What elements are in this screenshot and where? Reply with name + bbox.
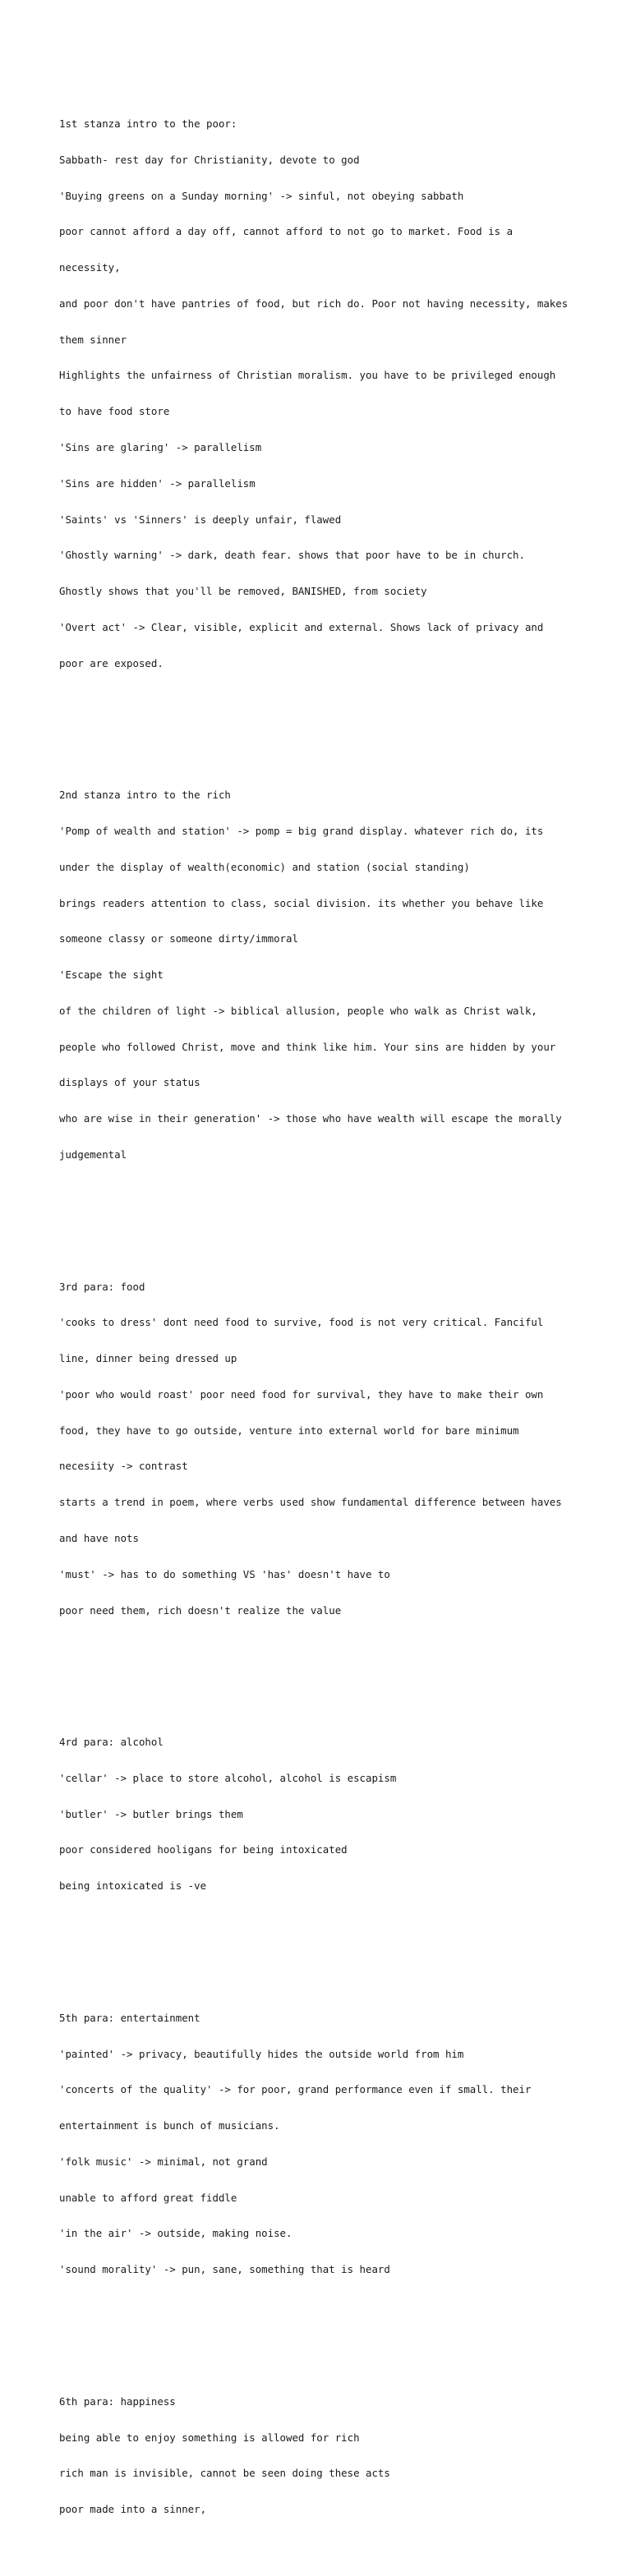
text-line: 3rd para: food: [59, 1280, 145, 1293]
text-line: 'Buying greens on a Sunday morning' -> sinful, not obeying sabbath: [59, 189, 464, 202]
text-line: 'concerts of the quality' -> for poor, grand performance even if small. their: [59, 2083, 532, 2096]
paragraph-gap: [59, 1940, 577, 1953]
section-3-food: [59, 1257, 577, 1640]
text-line: people who followed Christ, move and think like him. Your sins are hidden by your: [59, 1040, 556, 1053]
text-line: 'folk music' -> minimal, not grand: [59, 2155, 268, 2168]
paragraph-gap: [59, 2324, 577, 2336]
text-line: and poor don't have pantries of food, but rich do. Poor not having necessity, makes: [59, 297, 569, 310]
text-line: 'poor who would roast' poor need food for survival, they have to make their own: [59, 1387, 544, 1401]
text-line: 5th para: entertainment: [59, 2011, 200, 2024]
paragraph-gap: [59, 1665, 577, 1677]
text-line: and have nots: [59, 1532, 139, 1545]
text-line: them sinner: [59, 333, 127, 346]
text-line: 6th para: happiness: [59, 2394, 176, 2408]
text-line: being able to enjoy something is allowed for rich: [59, 2431, 360, 2444]
paragraph-gap: [59, 718, 577, 730]
text-line: who are wise in their generation' -> those who have wealth will escape the morally: [59, 1112, 562, 1125]
text-line: 'must' -> has to do something VS 'has' doesn't have to: [59, 1567, 390, 1580]
text-line: Sabbath- rest day for Christianity, devote to god: [59, 153, 360, 166]
notes-text: [59, 58, 577, 2576]
text-line: brings readers attention to class, social division. its whether you behave like: [59, 896, 544, 909]
text-line: poor considered hooligans for being intoxicated: [59, 1843, 348, 1856]
text-line: judgemental: [59, 1148, 127, 1162]
text-line: Highlights the unfairness of Christian moralism. you have to be privileged enough: [59, 369, 556, 382]
text-line: 'Escape the sight: [59, 968, 164, 982]
text-line: rich man is invisible, cannot be seen doing these acts: [59, 2467, 390, 2480]
text-line: being intoxicated is -ve: [59, 1879, 207, 1893]
text-line: of the children of light -> biblical allusion, people who walk as Christ walk,: [59, 1004, 537, 1017]
section-1-stanza-poor: [59, 94, 577, 694]
text-line: 4rd para: alcohol: [59, 1736, 164, 1749]
section-2-stanza-rich: [59, 766, 577, 1185]
text-line: 'Pomp of wealth and station' -> pomp = big grand display. whatever rich do, its: [59, 825, 544, 837]
text-line: 'sound morality' -> pun, sane, something that is heard: [59, 2263, 390, 2276]
text-line: 'butler' -> butler brings them: [59, 1807, 243, 1820]
text-line: unable to afford great fiddle: [59, 2191, 237, 2204]
text-line: entertainment is bunch of musicians.: [59, 2119, 280, 2132]
text-line: line, dinner being dressed up: [59, 1352, 237, 1365]
text-line: poor cannot afford a day off, cannot afford to not go to market. Food is a: [59, 225, 514, 238]
text-line: 'painted' -> privacy, beautifully hides the outside world from him: [59, 2047, 464, 2060]
text-line: 2nd stanza intro to the rich: [59, 789, 231, 802]
text-line: starts a trend in poem, where verbs used show fundamental difference between haves: [59, 1496, 562, 1509]
text-line: poor made into a sinner,: [59, 2503, 207, 2516]
text-line: 1st stanza intro to the poor:: [59, 117, 237, 130]
text-line: 'Sins are hidden' -> parallelism: [59, 476, 256, 490]
text-line: someone classy or someone dirty/immoral: [59, 932, 298, 945]
text-line: 'cooks to dress' dont need food to survive, food is not very critical. Fanciful: [59, 1316, 544, 1329]
section-6-happiness: [59, 2372, 577, 2540]
text-line: displays of your status: [59, 1076, 200, 1089]
text-line: poor need them, rich doesn't realize the value: [59, 1603, 342, 1617]
text-line: 'Overt act' -> Clear, visible, explicit and external. Shows lack of privacy and: [59, 620, 544, 633]
text-line: 'Saints' vs 'Sinners' is deeply unfair, flawed: [59, 513, 342, 526]
text-line: 'Ghostly warning' -> dark, death fear. shows that poor have to be in church.: [59, 549, 525, 562]
text-line: 'Sins are glaring' -> parallelism: [59, 441, 262, 453]
text-line: 'in the air' -> outside, making noise.: [59, 2227, 292, 2240]
text-line: food, they have to go outside, venture into external world for bare minimum: [59, 1424, 519, 1437]
paragraph-gap: [59, 1209, 577, 1221]
section-5-entertainment: [59, 1989, 577, 2300]
text-line: to have food store: [59, 405, 170, 418]
text-line: necessity,: [59, 261, 121, 274]
text-line: under the display of wealth(economic) and station (social standing): [59, 860, 470, 873]
text-line: 'cellar' -> place to store alcohol, alcohol is escapism: [59, 1771, 397, 1784]
text-line: Ghostly shows that you'll be removed, BANISHED, from society: [59, 585, 427, 598]
section-4-alcohol: [59, 1713, 577, 1916]
text-line: necesiity -> contrast: [59, 1460, 188, 1473]
text-line: poor are exposed.: [59, 656, 164, 669]
